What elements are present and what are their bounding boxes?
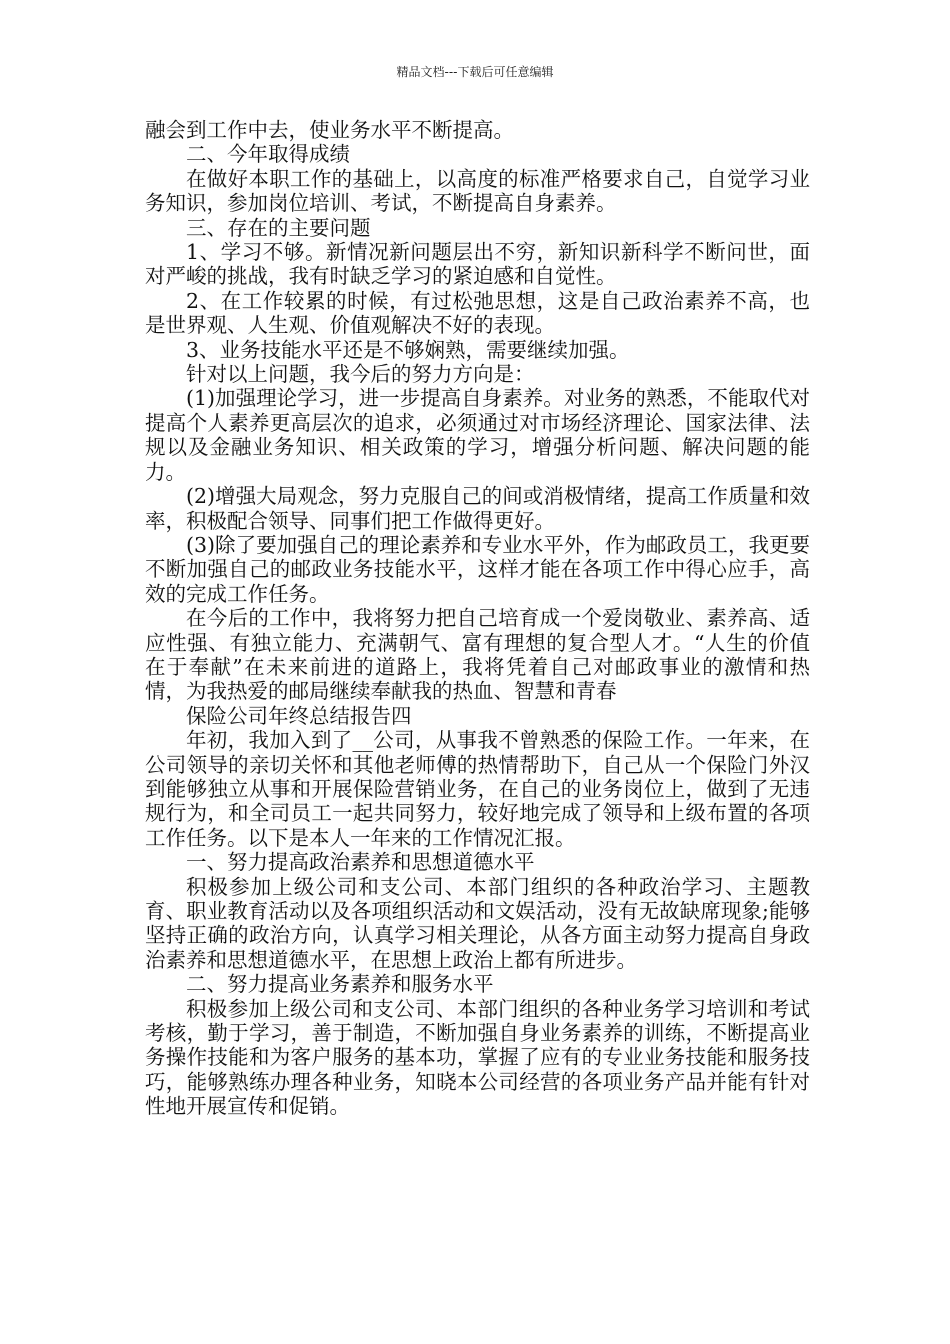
list-item: 1、学习不够。新情况新问题层出不穷，新知识新科学不断问世，面对严峻的挑战，我有时缺乏学习的紧迫感和自觉性。 [145, 240, 810, 289]
paragraph: 针对以上问题，我今后的努力方向是： [186, 362, 535, 387]
section-heading: 一、努力提高政治素养和思想道德水平 [186, 850, 535, 875]
list-item: 2、在工作较累的时候，有过松弛思想，这是自己政治素养不高，也是世界观、人生观、价值观解决不好的表现。 [145, 288, 810, 338]
paragraph: 融会到工作中去，使业务水平不断提高。 [145, 118, 514, 142]
list-item: (3)除了要加强自己的理论素养和专业水平外，作为邮政员工，我更要不断加强自己的邮政业务技能水平，这样才能在各项工作中得心应手，高效的完成工作任务。 [145, 532, 810, 606]
list-item: 3、业务技能水平还是不够娴熟，需要继续加强。 [186, 337, 630, 362]
list-item: (1)加强理论学习，进一步提高自身素养。对业务的熟悉，不能取代对提高个人素养更高层次的追求，必须通过对市场经济理论、国家法律、法规以及金融业务知识、相关政策的学习，增强分析问题、解决问题的能力。 [145, 386, 810, 484]
paragraph: 年初，我加入到了__公司，从事我不曾熟悉的保险工作。一年来，在公司领导的亲切关怀和其他老师傅的热情帮助下，自己从一个保险门外汉到能够独立从事和开展保险营销业务，在自己的业务岗位上，做到了无违规行为，和全司员工一起共同努力，较好地完成了领导和上级布置的各项工作任务。以下是本人一年来的工作情况汇报。 [145, 728, 810, 850]
page-header: 精品文档---下载后可任意编辑 [396, 65, 554, 79]
paragraph: 积极参加上级公司和支公司、本部门组织的各种政治学习、主题教育、职业教育活动以及各项组织活动和文娱活动，没有无故缺席现象;能够坚持正确的政治方向，认真学习相关理论，从各方面主动努力提高自身政治素养和思想道德水平，在思想上政治上都有所进步。 [145, 874, 810, 972]
document-body [145, 118, 810, 1119]
paragraph: 积极参加上级公司和支公司、本部门组织的各种业务学习培训和考试考核，勤于学习，善于制造，不断加强自身业务素养的训练，不断提高业务操作技能和为客户服务的基本功，掌握了应有的专业业务技能和服务技巧，能够熟练办理各种业务，知晓本公司经营的各项业务产品并能有针对性地开展宣传和促销。 [145, 996, 810, 1119]
document-title: 保险公司年终总结报告四 [186, 703, 412, 728]
section-heading: 三、存在的主要问题 [186, 215, 371, 240]
paragraph: 在今后的工作中，我将努力把自己培育成一个爱岗敬业、素养高、适应性强、有独立能力、充满朝气、富有理想的复合型人才。“人生的价值在于奉献”在未来前进的道路上，我将凭着自己对邮政事业的激情和热情，为我热爱的邮局继续奉献我的热血、智慧和青春 [145, 606, 810, 704]
list-item: (2)增强大局观念，努力克服自己的间或消极情绪，提高工作质量和效率，积极配合领导、同事们把工作做得更好。 [145, 484, 810, 533]
section-heading: 二、今年取得成绩 [186, 142, 350, 167]
section-heading: 二、努力提高业务素养和服务水平 [186, 972, 494, 997]
paragraph: 在做好本职工作的基础上，以高度的标准严格要求自己，自觉学习业务知识，参加岗位培训、考试，不断提高自身素养。 [145, 166, 810, 216]
